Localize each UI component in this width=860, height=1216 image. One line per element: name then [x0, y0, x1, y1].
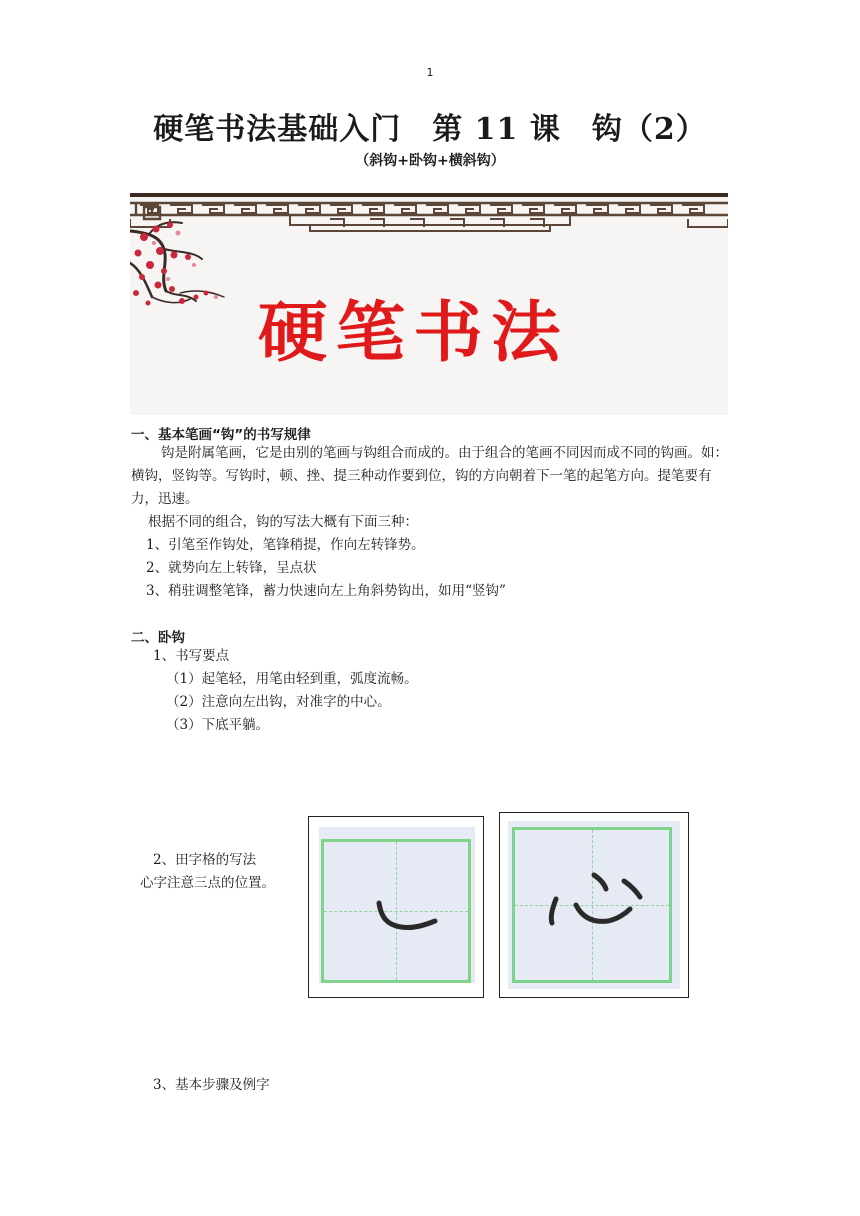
section2-sub3: 3、基本步骤及例字 — [153, 1077, 270, 1093]
section2-point-3: （3）下底平躺。 — [166, 717, 270, 733]
wogou-stroke-glyph — [309, 817, 483, 997]
page-number: 1 — [426, 66, 434, 79]
banner-title-text: 硬笔书法 — [258, 293, 569, 371]
section2-point-1: （1）起笔轻，用笔由轻到重，弧度流畅。 — [166, 671, 418, 687]
tian-grid-example-1 — [308, 816, 484, 998]
page-title: 硬笔书法基础入门 第 11 课 钩（2） — [153, 112, 707, 147]
tian-grid-example-2 — [499, 812, 689, 998]
section2-sub2-line2: 心字注意三点的位置。 — [140, 875, 275, 891]
section1-item-1: 1、引笔至作钩处，笔锋稍提，作向左转锋势。 — [146, 537, 425, 553]
page-subtitle: （斜钩+卧钩+横斜钩） — [355, 153, 505, 169]
section1-heading: 一、基本笔画“钩”的书写规律 — [131, 427, 311, 443]
calligraphy-banner-image — [130, 193, 728, 415]
section2-heading: 二、卧钩 — [131, 630, 185, 646]
section1-paragraph: 钩是附属笔画，它是由别的笔画与钩组合而成的。由于组合的笔画不同因而成不同的钩画。如：横钩，竖钩等。写钩时，顿、挫、提三种动作要到位，钩的方向朝着下一笔的起笔方向。提笔要有力，迅速。 — [131, 445, 728, 507]
xin-character-glyph — [500, 813, 688, 997]
section2-sub2-line1: 2、田字格的写法 — [153, 852, 257, 868]
section2-point-2: （2）注意向左出钩，对准字的中心。 — [166, 694, 391, 710]
section1-intro: 根据不同的组合，钩的写法大概有下面三种： — [148, 514, 418, 530]
section1-item-3: 3、稍驻调整笔锋，蓄力快速向左上角斜势钩出，如用“竖钩” — [146, 583, 506, 599]
section1-item-2: 2、就势向左上转锋，呈点状 — [146, 560, 317, 576]
section2-sub1: 1、书写要点 — [153, 648, 230, 664]
